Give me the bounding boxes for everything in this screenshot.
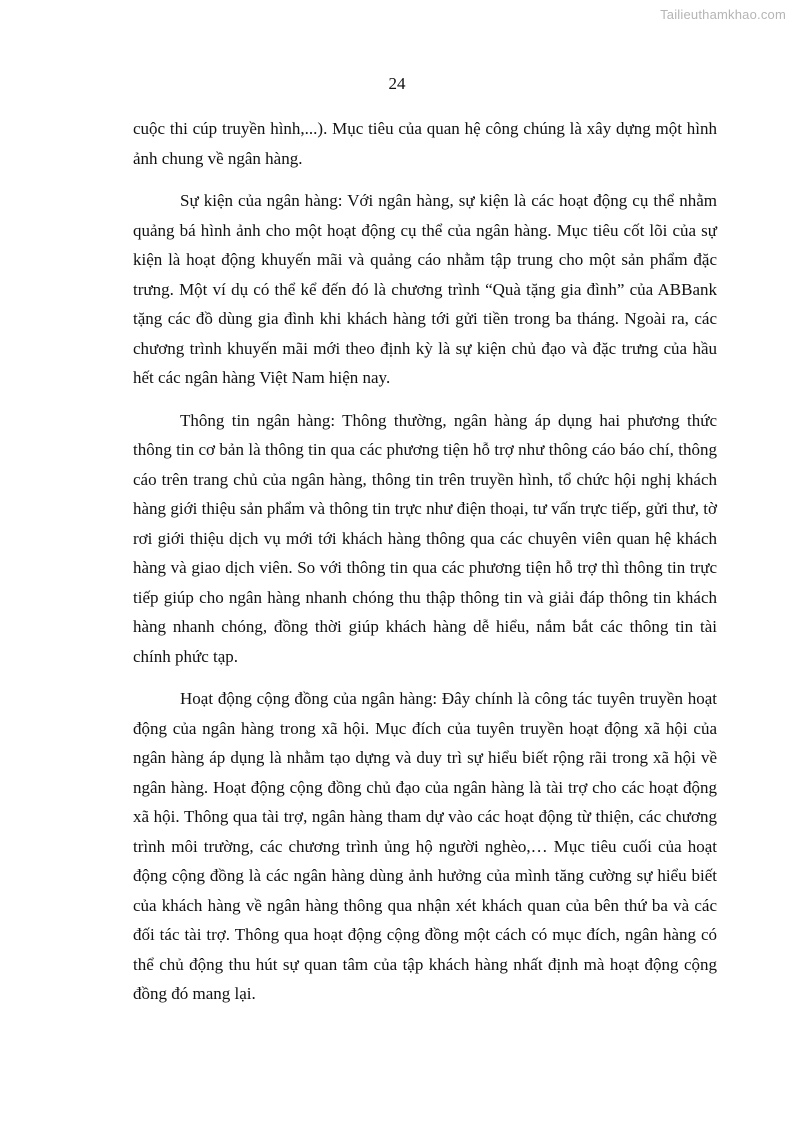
page-number: 24 <box>388 74 406 93</box>
watermark-text: Tailieuthamkhao.com <box>660 7 786 22</box>
paragraph-su-kien: Sự kiện của ngân hàng: Với ngân hàng, sự kiện là các hoạt động cụ thể nhằm quảng bá hình ảnh cho một hoạt động cụ thể của ngân hàng. Mục tiêu cốt lõi của sự kiện là hoạt động khuyến mãi và quảng cáo nhằm tập trung cho một sản phẩm đặc trưng. Một ví dụ có thể kể đến đó là chương trình “Quà tặng gia đình” của ABBank tặng các đồ dùng gia đình khi khách hàng tới gửi tiền trong ba tháng. Ngoài ra, các chương trình khuyến mãi mới theo định kỳ là sự kiện chủ đạo và đặc trưng của hầu hết các ngân hàng Việt Nam hiện nay. <box>133 191 717 387</box>
paragraph-continuation: cuộc thi cúp truyền hình,...). Mục tiêu của quan hệ công chúng là xây dựng một hình ảnh chung về ngân hàng. <box>133 119 717 168</box>
paragraph-thong-tin: Thông tin ngân hàng: Thông thường, ngân hàng áp dụng hai phương thức thông tin cơ bản là thông tin qua các phương tiện hỗ trợ như thông cáo báo chí, thông cáo trên trang chủ của ngân hàng, thông tin trên truyền hình, tổ chức hội nghị khách hàng giới thiệu sản phẩm và thông tin trực như điện thoại, tư vấn trực tiếp, gửi thư, tờ rơi giới thiệu dịch vụ mới tới khách hàng thông qua các chuyên viên quan hệ khách hàng và giao dịch viên. So với thông tin qua các phương tiện hỗ trợ thì thông tin trực tiếp giúp cho ngân hàng nhanh chóng thu thập thông tin và giải đáp thông tin khách hàng nhanh chóng, đồng thời giúp khách hàng dễ hiểu, nắm bắt các thông tin tài chính phức tạp. <box>133 410 717 666</box>
paragraph-hoat-dong-cong-dong: Hoạt động cộng đồng của ngân hàng: Đây chính là công tác tuyên truyền hoạt động của ngân hàng trong xã hội. Mục đích của tuyên truyền hoạt động xã hội của ngân hàng áp dụng là nhằm tạo dựng và duy trì sự hiểu biết rộng rãi trong xã hội về ngân hàng. Hoạt động cộng đồng chủ đạo của ngân hàng là tài trợ cho các hoạt động xã hội. Thông qua tài trợ, ngân hàng tham dự vào các hoạt động từ thiện, các chương trình môi trường, các chương trình ủng hộ người nghèo,… Mục tiêu cuối của hoạt động cộng đồng là các ngân hàng dùng ảnh hưởng của mình tăng cường sự hiểu biết của khách hàng về ngân hàng thông qua nhận xét khách quan của bên thứ ba và các đối tác tài trợ. Thông qua hoạt động cộng đồng một cách có mục đích, ngân hàng có thể chủ động thu hút sự quan tâm của tập khách hàng nhất định mà hoạt động cộng đồng đó mang lại. <box>133 689 717 1003</box>
document-body <box>133 114 717 1022</box>
